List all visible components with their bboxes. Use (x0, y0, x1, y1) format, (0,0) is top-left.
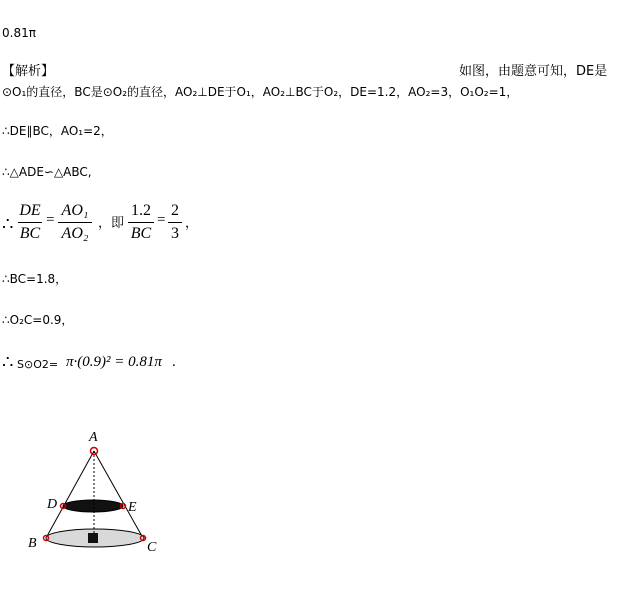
fraction-4-numerator: 2 (171, 202, 179, 219)
fraction-1-denominator: BC (19, 225, 41, 242)
cone-figure (20, 425, 200, 565)
cone-edge-left (46, 451, 94, 538)
label-a: A (89, 430, 98, 445)
analysis-line-3: ∴△ADE∽△ABC, (2, 165, 92, 179)
area-lhs: S⊙O2= (17, 358, 59, 371)
area-tail: . (172, 354, 176, 370)
label-b: B (28, 536, 37, 551)
therefore-symbol: ∴ (2, 214, 14, 234)
fraction-4-denominator: 3 (171, 225, 179, 242)
equals-1: = (46, 212, 55, 228)
fraction-3-bar (128, 222, 154, 223)
label-d: D (47, 497, 58, 512)
analysis-line-1: ⊙O₁的直径，BC是⊙O₂的直径，AO₂⊥DE于O₁，AO₂⊥BC于O₂，DE=1.2，AO₂=3，O₁O₂=1， (2, 85, 519, 99)
fraction-1-numerator: DE (19, 202, 41, 219)
area-rhs: π·(0.9)² = 0.81π (66, 354, 162, 370)
analysis-line-2: ∴DE∥BC，AO₁=2， (2, 124, 113, 138)
axis-marker (88, 533, 98, 543)
fraction-1-bar (18, 222, 42, 223)
formula-connector: ，即 (98, 216, 125, 231)
formula-tail: ， (185, 216, 199, 231)
fraction-4-bar (168, 222, 182, 223)
analysis-line-6: ∴O₂C=0.9， (2, 313, 74, 327)
label-c: C (147, 540, 157, 555)
therefore-symbol-2: ∴ (2, 352, 14, 372)
fraction-2-denominator: AO₂ (61, 225, 89, 242)
analysis-line-5: ∴BC=1.8， (2, 272, 68, 286)
cone-edge-right (94, 451, 143, 538)
label-e: E (128, 500, 137, 515)
analysis-tag: 【解析】 (2, 64, 55, 79)
fraction-2-bar (58, 222, 92, 223)
equals-2: = (157, 212, 166, 228)
answer-text: 0.81π (2, 26, 36, 40)
fraction-2-numerator: AO₁ (61, 202, 89, 219)
section-circle (63, 500, 123, 512)
fraction-3-denominator: BC (130, 225, 152, 242)
analysis-intro: 如图，由题意可知，DE是 (459, 64, 608, 79)
fraction-3-numerator: 1.2 (131, 202, 151, 219)
